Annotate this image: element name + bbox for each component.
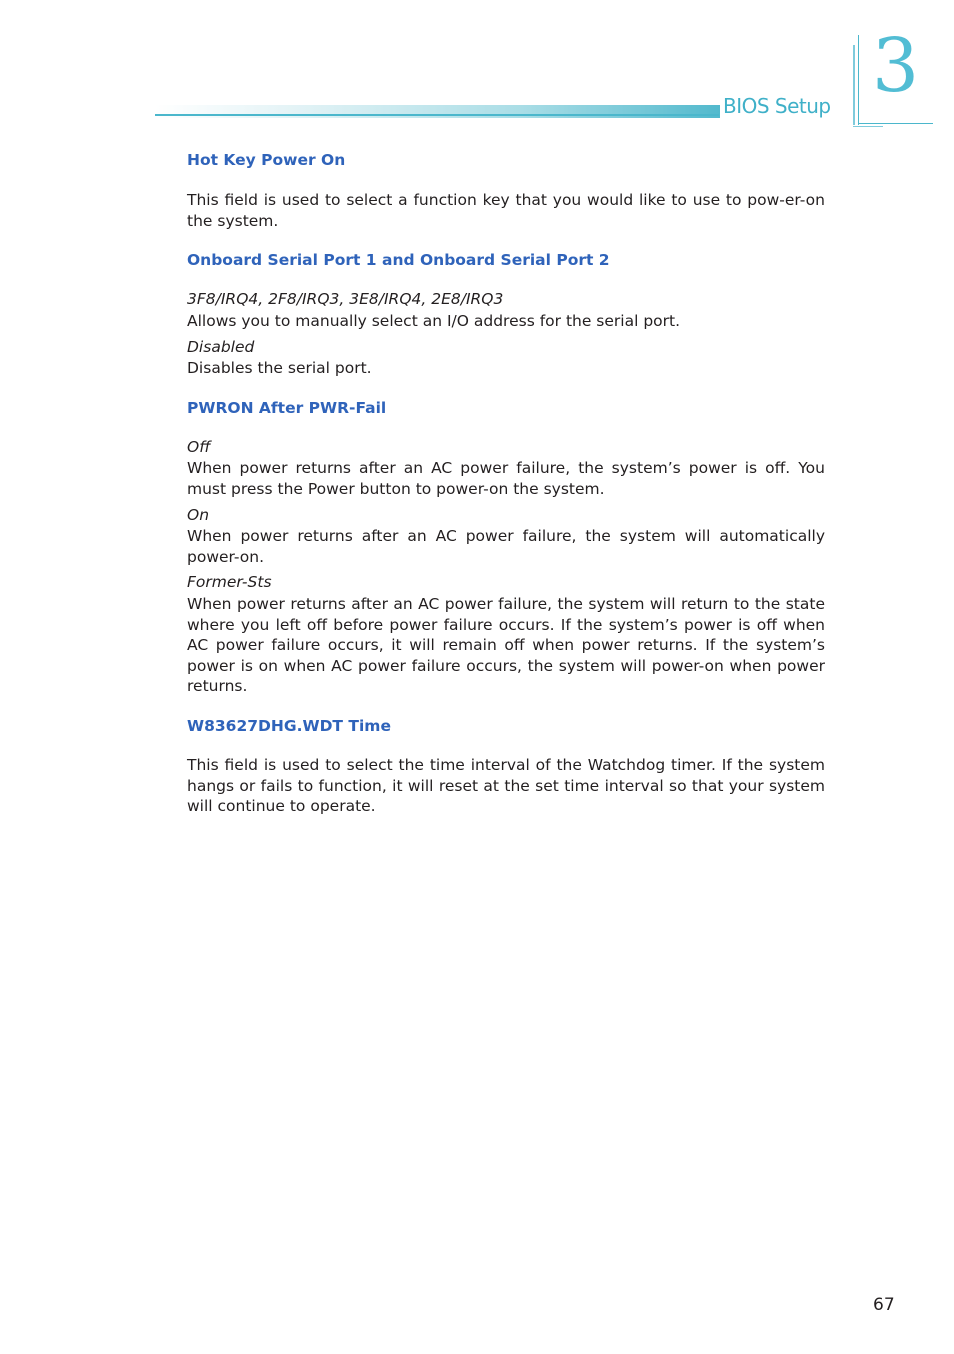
option-description: When power returns after an AC power failure, the system’s power is off. You must press the Power button to power-on the system. — [187, 459, 825, 498]
option-description: Disables the serial port. — [187, 359, 372, 377]
option-description: When power returns after an AC power failure, the system will automatically power-on. — [187, 527, 825, 566]
chapter-tab — [853, 23, 933, 127]
section-title: BIOS Setup — [723, 94, 831, 118]
page-number: 67 — [873, 1295, 895, 1315]
option-name: Former-Sts — [187, 573, 272, 591]
header-gradient-bar — [155, 105, 720, 118]
header-rule — [155, 114, 719, 116]
option-name: Disabled — [187, 338, 255, 356]
option-name: Off — [187, 438, 211, 456]
option-name: On — [187, 506, 210, 524]
heading-pwron: PWRON After PWR-Fail — [187, 399, 387, 417]
option-description: Allows you to manually select an I/O address for the serial port. — [187, 312, 681, 330]
chapter-number: 3 — [872, 23, 920, 109]
heading-hot-key-power-on: Hot Key Power On — [187, 151, 346, 169]
paragraph-hot-key: This field is used to select a function key that you would like to use to pow-er-on the system. — [187, 191, 825, 230]
option-name: 3F8/IRQ4, 2F8/IRQ3, 3E8/IRQ4, 2E8/IRQ3 — [187, 290, 504, 308]
option-description: When power returns after an AC power failure, the system will return to the state where you left off before power failure occurs. If the system’s power is off when AC power failure occurs, it will remain off when power returns. If the system’s power is on when AC power failure occurs, the system will power-on when power returns. — [187, 595, 825, 695]
paragraph-wdt: This field is used to select the time interval of the Watchdog timer. If the system hangs or fails to function, it will reset at the set time interval so that your system will continue to operate. — [187, 756, 825, 815]
heading-serial-ports: Onboard Serial Port 1 and Onboard Serial Port 2 — [187, 251, 610, 269]
heading-wdt-time: W83627DHG.WDT Time — [187, 717, 391, 735]
